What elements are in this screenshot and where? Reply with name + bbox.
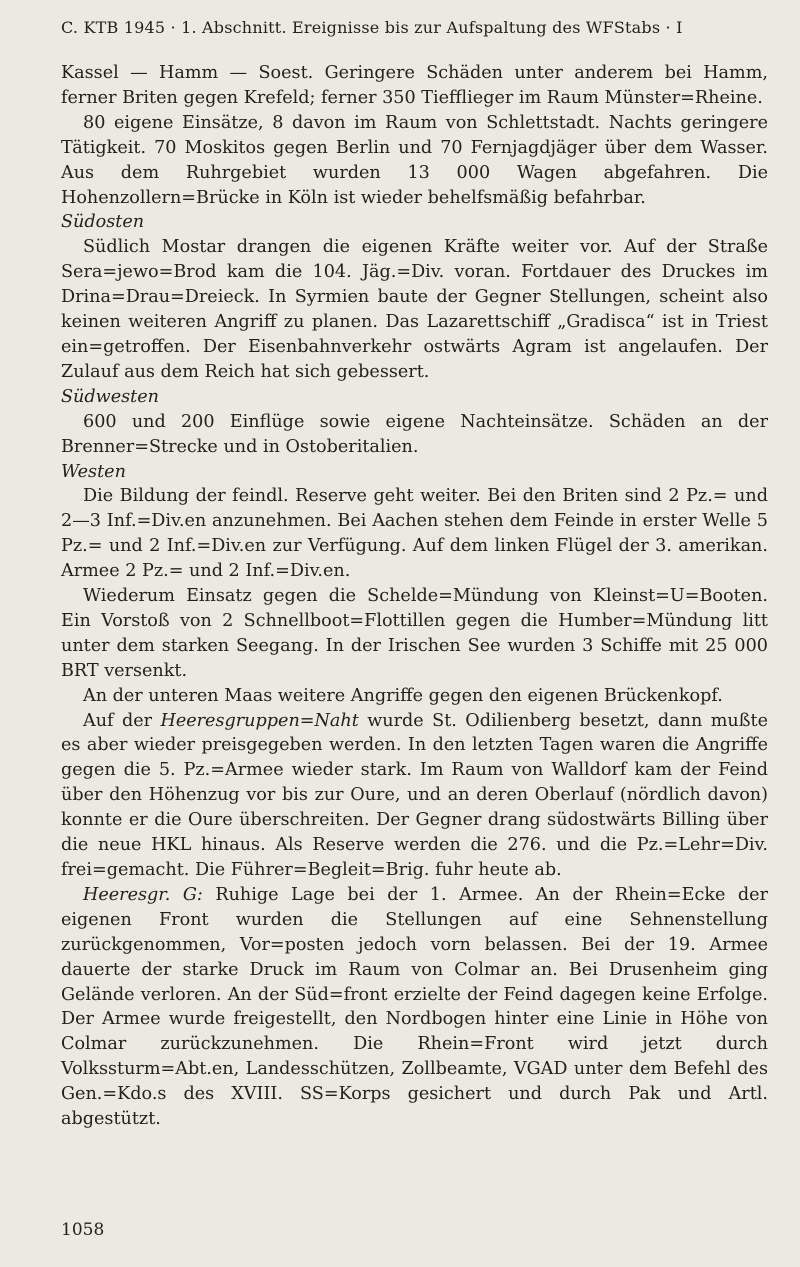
section-heading-suedosten: Südosten	[61, 212, 145, 233]
paragraph-schelde: Wiederum Einsatz gegen die Schelde=Mündung von Kleinst=U=Booten. Ein Vorstoß von 2 Schnellboot=Flottillen gegen die Humber=Mündung litt unter dem starken Seegang. In der Irischen See wurden 3 Schiffe mit 25 000 BRT versenkt.	[61, 586, 768, 681]
paragraph-heeresgruppen-naht	[61, 709, 768, 883]
paragraph-heeresgr-g-rest: Ruhige Lage bei der 1. Armee. An der Rhein=Ecke der eigenen Front wurden die Stellungen auf eine Sehnenstellung zurückgenommen, Vor=posten jedoch vorn belassen. Bei der 19. Armee dauerte der starke Druck im Raum von Colmar an. Bei Drusenheim ging Gelände verloren. An der Süd=front erzielte der Feind dagegen keine Erfolge. Der Armee wurde freigestellt, den Nordbogen hinter eine Linie in Höhe von Colmar zurückzunehmen. Die Rhein=Front wird jetzt durch Volkssturm=Abt.en, Landesschützen, Zollbeamte, VGAD unter dem Befehl des Gen.=Kdo.s des XVIII. SS=Korps gesichert und durch Pak und Artl. abgestützt.	[61, 884, 768, 1130]
paragraph-naht-rest: wurde St. Odilienberg besetzt, dann mußte es aber wieder preisgegeben werden. In den letzten Tagen waren die Angriffe gegen die 5. Pz.=Armee wieder stark. Im Raum von Walldorf kam der Feind über den Höhenzug vor bis zur Oure, und an deren Oberlauf (nördlich davon) konnte er die Oure überschreiten. Der Gegner drang südostwärts Billing über die neue HKL hinaus. Als Reserve werden die 276. und die Pz.=Lehr=Div. frei=gemacht. Die Führer=Begleit=Brig. fuhr heute ab.	[61, 710, 768, 880]
paragraph-heeresgr-g-italic: Heeresgr. G:	[83, 884, 203, 905]
section-heading-suedwesten: Südwesten	[61, 386, 159, 407]
paragraph-kassel: Kassel — Hamm — Soest. Geringere Schäden unter anderem bei Hamm, ferner Briten gegen Krefeld; ferner 350 Tiefflieger im Raum Münster=Rheine.	[61, 63, 768, 108]
paragraph-maas: An der unteren Maas weitere Angriffe gegen den eigenen Brückenkopf.	[83, 685, 723, 706]
body-text	[61, 61, 768, 1132]
paragraph-suedwesten: 600 und 200 Einflüge sowie eigene Nachteinsätze. Schäden an der Brenner=Strecke und in Ostoberitalien.	[61, 411, 768, 457]
paragraph-heeresgr-g	[61, 883, 768, 1132]
paragraph-einsaetze: 80 eigene Einsätze, 8 davon im Raum von Schlettstadt. Nachts geringere Tätigkeit. 70 Moskitos gegen Berlin und 70 Fernjagdjäger über dem Wasser. Aus dem Ruhrgebiet wurden 13 000 Wagen abgefahren. Die Hohenzollern=Brücke in Köln ist wieder behelfsmäßig befahrbar.	[61, 112, 768, 208]
running-head: C. KTB 1945 · 1. Abschnitt. Ereignisse bis zur Aufspaltung des WFStabs · I	[61, 18, 683, 37]
paragraph-naht-prefix: Auf der	[83, 710, 161, 731]
paragraph-reserve: Die Bildung der feindl. Reserve geht weiter. Bei den Briten sind 2 Pz.= und 2—3 Inf.=Div.en anzunehmen. Bei Aachen stehen dem Feinde in erster Welle 5 Pz.= und 2 Inf.=Div.en zur Verfügung. Auf dem linken Flügel der 3. amerikan. Armee 2 Pz.= und 2 Inf.=Div.en.	[61, 486, 768, 582]
paragraph-naht-italic: Heeresgruppen=Naht	[160, 710, 359, 731]
section-heading-westen: Westen	[61, 461, 126, 482]
paragraph-suedosten: Südlich Mostar drangen die eigenen Kräfte weiter vor. Auf der Straße Sera=jewo=Brod kam die 104. Jäg.=Div. voran. Fortdauer des Druckes im Drina=Drau=Dreieck. In Syrmien baute der Gegner Stellungen, scheint also keinen weiteren Angriff zu planen. Das Lazarettschiff „Gradisca“ ist in Triest ein=getroffen. Der Eisenbahnverkehr ostwärts Agram ist angelaufen. Der Zulauf aus dem Reich hat sich gebessert.	[61, 237, 768, 382]
page-number: 1058	[61, 1220, 105, 1240]
